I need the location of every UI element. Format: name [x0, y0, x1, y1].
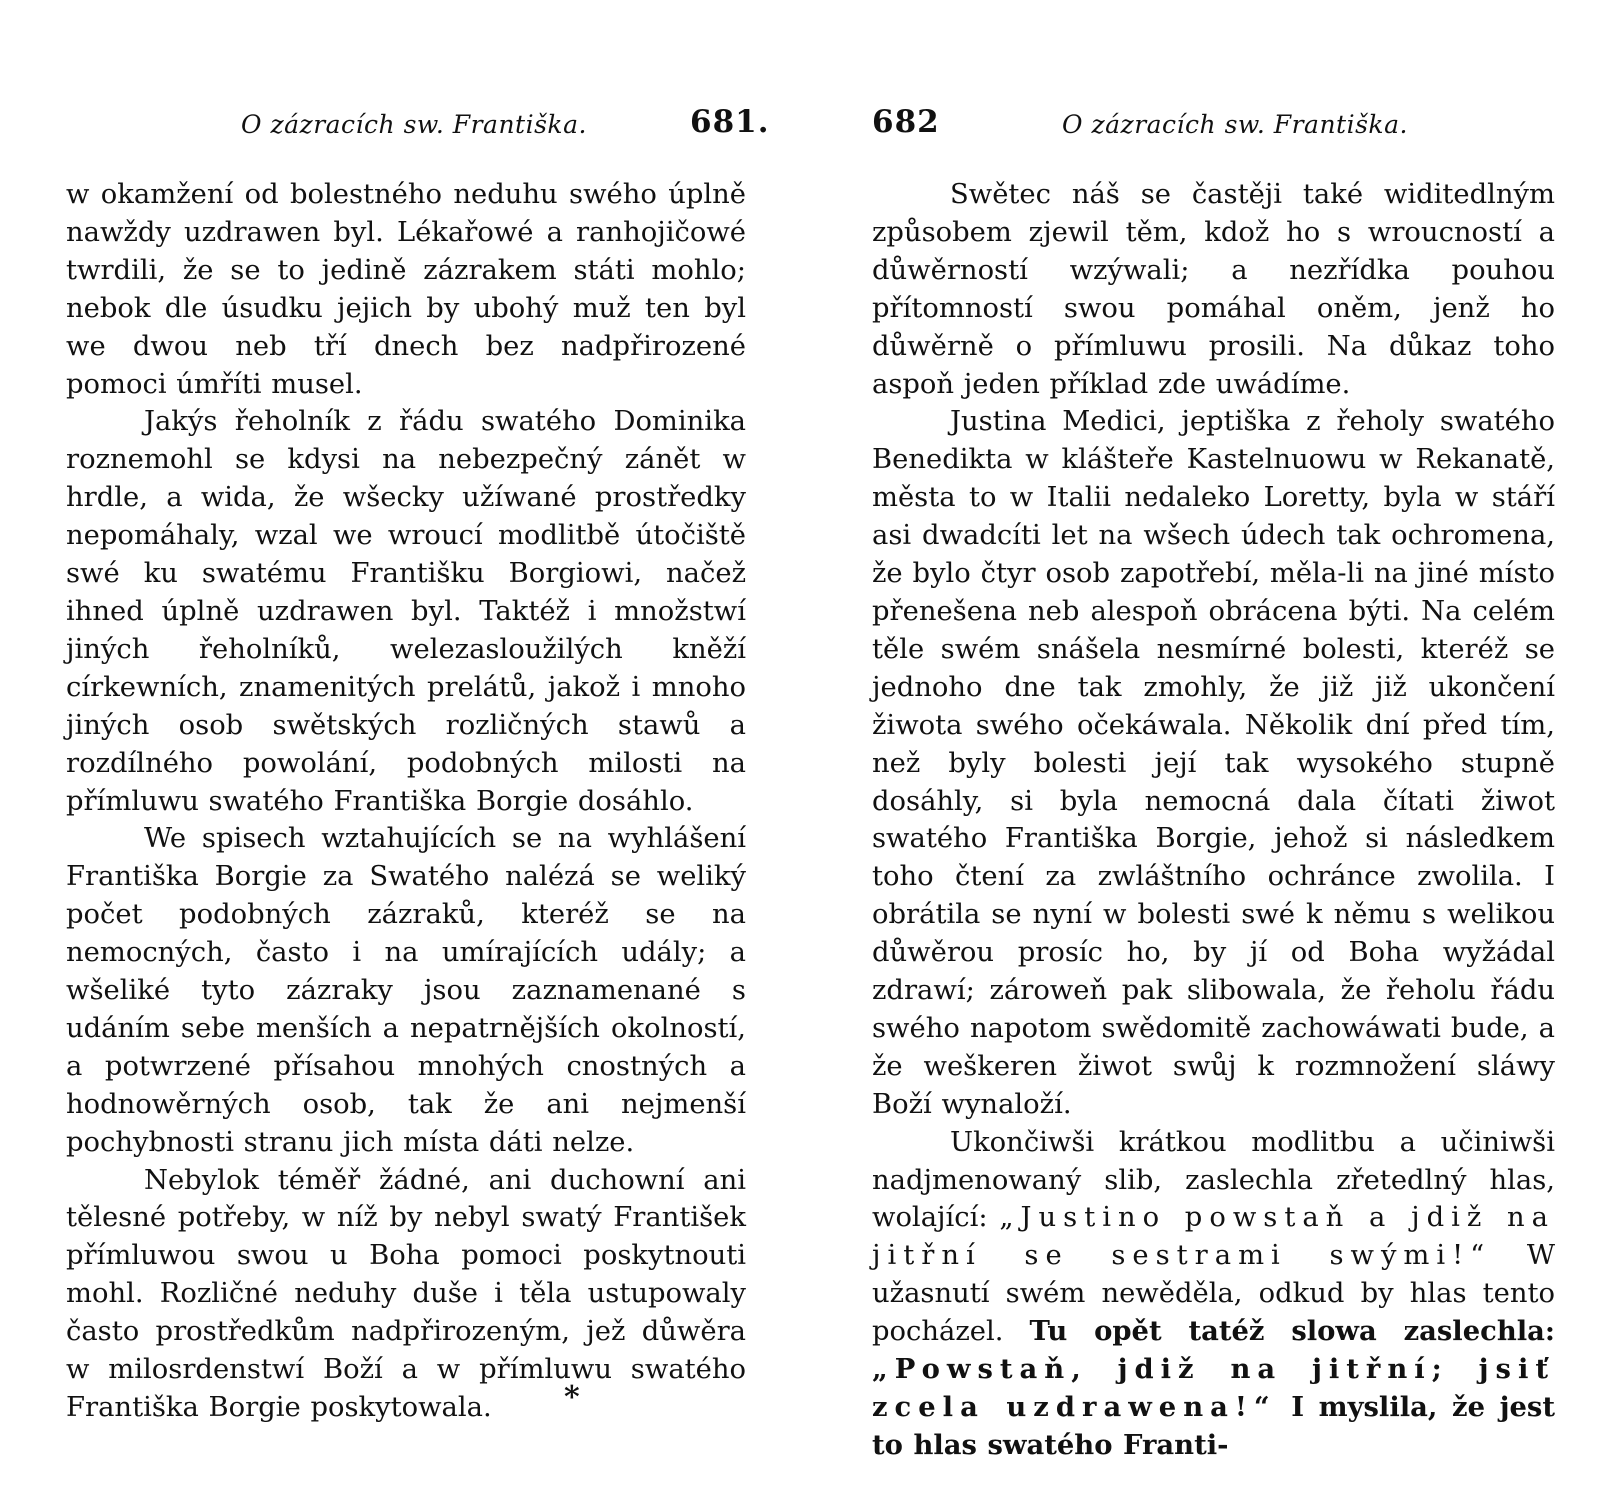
left-page-number: 681.: [690, 104, 770, 140]
left-paragraph-4: Nebylok téměř žádné, ani duchowní ani tělesné potřeby, w níž by nebyl swatý František přímluwou swou u Boha pomoci poskytnouti mohl. Rozličné neduhy duše i těla ustupowaly často prostředkům nadpřirozeným, jež důwěra w milosrdenstwí Boží a w přímluwu swatého Františka Borgie poskytowala.: [66, 1164, 746, 1423]
right-body-text: [872, 176, 1555, 1465]
right-p3-part-c: Tu opět tatéž slowa zaslechla:: [1029, 1315, 1555, 1348]
right-paragraph-3: [872, 1124, 1555, 1465]
left-paragraph-3: We spisech wztahujících se na wyhlášení Františka Borgie za Swatého nalézá se weliký počet podobných zázraků, kteréž se na nemocných, často i na umírajících udály; a wšeliké tyto zázraky jsou zaznamenané s udáním sebe menších a nepatrnějších okolností, a potwrzené přísahou mnohých cnostných a hodnowěrných osob, tak že ani nejmenší pochybnosti stranu jich místa dáti nelze.: [66, 823, 746, 1158]
right-p3-quote-1: „Justino powstaň a jdiž na jitřní se sestrami swými!“: [872, 1202, 1555, 1272]
left-page-header: [66, 104, 770, 144]
right-page: [872, 0, 1555, 1500]
right-p3-part-a: Ukončiwši krátkou modlitbu a učiniwši nadjmenowaný slib, zaslechla zřetedlný hlas, wolající:: [872, 1126, 1555, 1234]
right-running-title: O zázracích sw. Františka.: [1062, 110, 1408, 139]
left-paragraph-1: w okamžení od bolestného neduhu swého úplně nawždy uzdrawen byl. Lékařowé a ranhojičowé twrdili, že se to jedině zázrakem státi mohlo; nebok dle úsudku jejich by ubohý muž ten byl we dwou neb tří dnech bez nadpřirozené pomoci úmříti musel.: [66, 179, 746, 400]
left-running-title: O zázracích sw. Františka.: [241, 110, 587, 139]
right-paragraph-1: Swětec náš se častěji také widitedlným způsobem zjewil těm, kdož ho s wroucností a důwěrností wzýwali; a nezřídka pouhou přítomností swou pomáhal oněm, jenž ho důwěrně o přímluwu prosili. Na důkaz toho aspoň jeden příklad zde uwádíme.: [872, 179, 1555, 400]
left-body-text: [66, 176, 746, 1427]
right-page-header: [872, 104, 1555, 144]
right-p3-part-d: I myslila, že jest to hlas swatého Franti-: [872, 1391, 1555, 1461]
signature-mark: *: [564, 1380, 580, 1415]
right-p3-part-b: W užasnutí swém newěděla, odkud by hlas tento pocházel.: [872, 1240, 1555, 1348]
right-p3-quote-2: „Powstaň, jdiž na jitřní; jsiť zcela uzdrawena!“: [872, 1353, 1555, 1423]
right-page-number: 682: [872, 104, 940, 140]
right-paragraph-2: Justina Medici, jeptiška z řeholy swatého Benedikta w klášteře Kastelnuowu w Rekanatě, města to w Italii nedaleko Loretty, byla w stáří asi dwadcíti let na wšech údech tak ochromena, že bylo čtyr osob zapotřebí, měla-li na jiné místo přenešena neb alespoň obrácena býti. Na celém těle swém snášela nesmírné bolesti, kteréž se jednoho dne tak zmohly, že již již ukončení žiwota swého očekáwala. Několik dní před tím, než byly bolesti její tak wysokého stupně dosáhly, si byla nemocná dala čítati žiwot swatého Františka Borgie, jehož si následkem toho čtení za zwláštního ochránce zwolila. I obrátila se nyní w bolesti swé k němu s welikou důwěrou prosíc ho, by jí od Boha wyžádal zdrawí; zároweň pak slibowala, že řeholu řádu swého napotom swědomitě zachowáwati bude, a že weškeren žiwot swůj k rozmnožení sláwy Boží wynaloží.: [872, 406, 1555, 1120]
left-page: [66, 0, 770, 1500]
left-paragraph-2: Jakýs řeholník z řádu swatého Dominika roznemohl se kdysi na nebezpečný zánět w hrdle, a wida, že wšecky užíwané prostředky nepomáhaly, wzal we wroucí modlitbě útočiště swé ku swatému Františku Borgiowi, načež ihned úplně uzdrawen byl. Taktéž i množstwí jiných řeholníků, welezasloužilých kněží církewních, znamenitých prelátů, jakož i mnoho jiných osob swětských rozličných stawů a rozdílného powolání, podobných milosti na přímluwu swatého Františka Borgie dosáhlo.: [66, 406, 746, 817]
